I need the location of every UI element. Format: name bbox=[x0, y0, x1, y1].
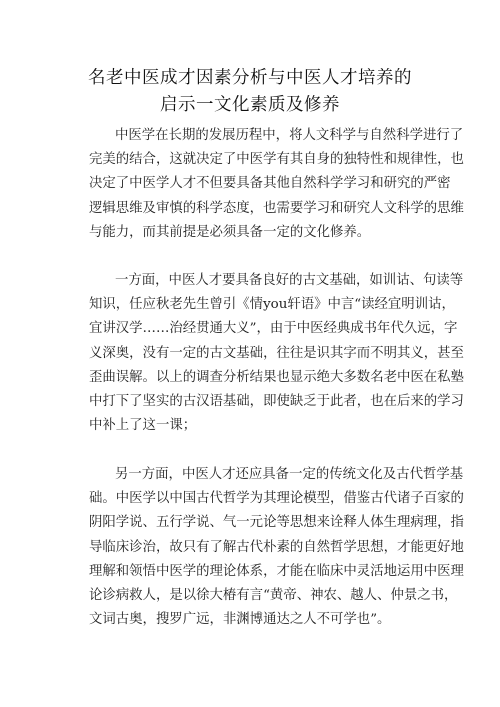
document-title-line-2: 启示一文化素质及修养 bbox=[160, 95, 340, 115]
paragraph-line: 中打下了坚实的古汉语基础，即使缺乏于此者，也在后来的学习 bbox=[89, 394, 464, 410]
paragraph-line: 中补上了这一课； bbox=[89, 418, 197, 434]
document-title-line-1: 名老中医成才因素分析与中医人才培养的 bbox=[88, 68, 412, 88]
paragraph-line: 论诊病救人，是以徐大椿有言“黄帝、神农、越人、仲景之书， bbox=[89, 588, 458, 604]
paragraph-3 bbox=[89, 463, 464, 632]
paragraph-2 bbox=[89, 269, 464, 438]
paragraph-line: 文词古奥，搜罗广远，非渊博通达之人不可学也”。 bbox=[89, 612, 391, 628]
paragraph-line: 导临床诊治，故只有了解古代朴素的自然哲学思想，才能更好地 bbox=[89, 539, 464, 555]
paragraph-line: 一方面，中医人才要具备良好的古文基础，如训诂、句读等 bbox=[115, 273, 464, 288]
paragraph-1 bbox=[89, 124, 464, 245]
paragraph-line: 础。中医学以中国古代哲学为其理论模型，借鉴古代诸子百家的 bbox=[89, 491, 464, 507]
paragraph-line: 义深奥，没有一定的古文基础，往往是识其字而不明其义，甚至 bbox=[89, 345, 464, 361]
paragraph-line: 阴阳学说、五行学说、气一元论等思想来诠释人体生理病理，指 bbox=[89, 515, 464, 531]
paragraph-line: 理解和领悟中医学的理论体系，才能在临床中灵活地运用中医理 bbox=[89, 563, 464, 579]
paragraph-line: 另一方面，中医人才还应具备一定的传统文化及古代哲学基 bbox=[115, 467, 464, 482]
paragraph-line: 知识，任应秋老先生曾引《情you轩语》中言“读经宜明训诂， bbox=[89, 297, 455, 313]
paragraph-line: 宜讲汉学……治经贯通大义”，由于中医经典成书年代久远，字 bbox=[89, 321, 458, 337]
paragraph-line: 中医学在长期的发展历程中，将人文科学与自然科学进行了 bbox=[115, 128, 464, 143]
paragraph-line: 逻辑思维及审慎的科学态度，也需要学习和研究人文科学的思维 bbox=[89, 200, 464, 216]
paragraph-line: 与能力，而其前提是必须具备一定的文化修养。 bbox=[89, 224, 371, 240]
paragraph-line: 决定了中医学人才不但要具备其他自然科学学习和研究的严密 bbox=[89, 176, 451, 192]
paragraph-line: 完美的结合，这就决定了中医学有其自身的独特性和规律性，也 bbox=[89, 152, 464, 168]
paragraph-line: 歪曲误解。以上的调查分析结果也显示绝大多数名老中医在私塾 bbox=[89, 369, 464, 385]
